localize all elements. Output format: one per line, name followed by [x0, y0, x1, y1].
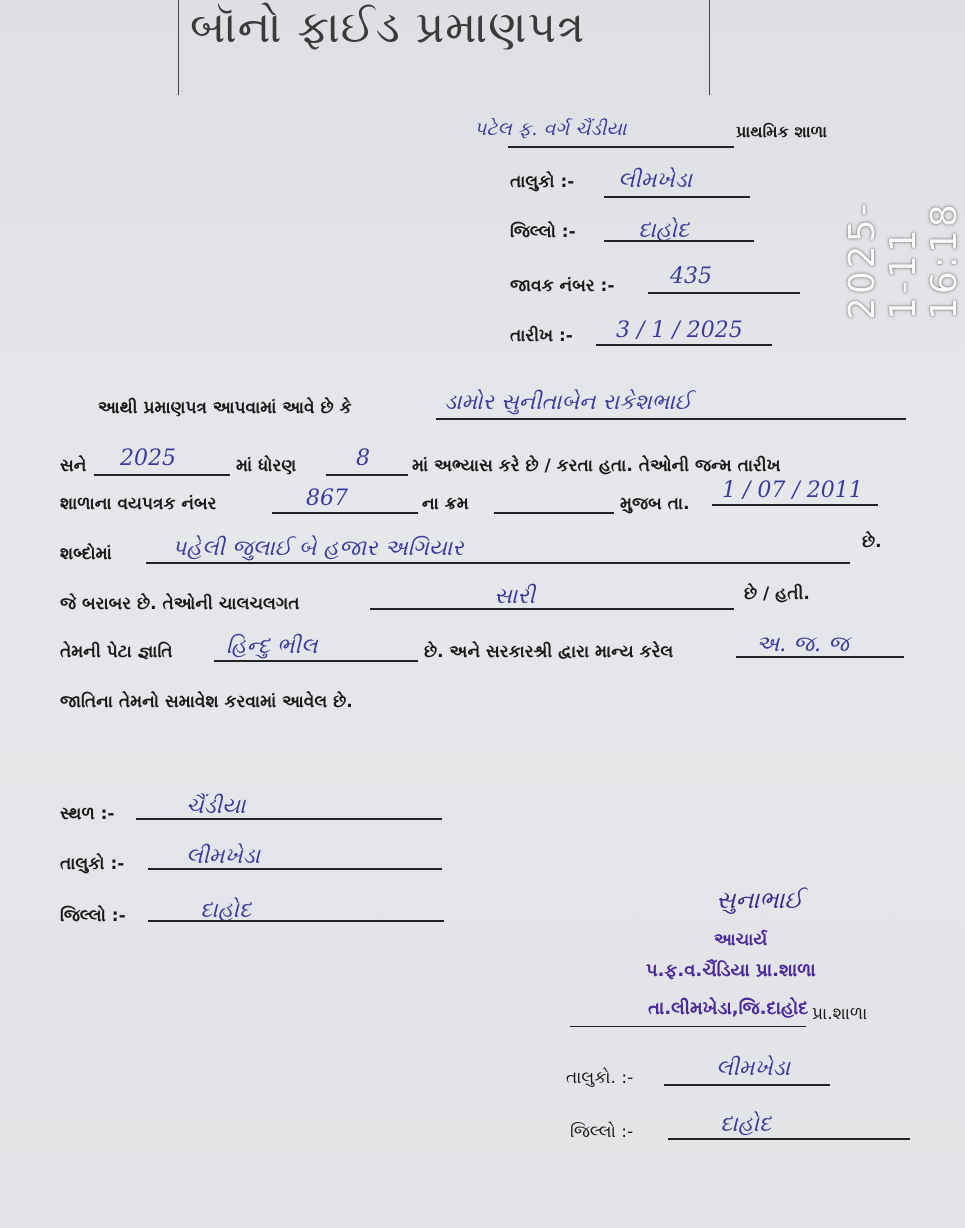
- birthdate-prefix: મુજબ તા.: [620, 494, 690, 514]
- photo-timestamp: [842, 0, 965, 320]
- header-taluka-label: તાલુકો :-: [510, 172, 575, 192]
- header-district-line: [604, 240, 754, 242]
- register-line: [272, 512, 418, 514]
- header-taluka-line: [604, 196, 750, 198]
- place-line: [136, 818, 442, 820]
- principal-signature: સુનાભાઈ: [716, 886, 803, 914]
- serial-line: [494, 512, 614, 514]
- year-value: 2025: [120, 446, 176, 471]
- header-district-value: દાહોદ: [638, 218, 690, 243]
- body-line1-prefix: આથી પ્રમાણપત્ર આપવામાં આવે છે કે: [98, 398, 352, 418]
- birth-date-words: પહેલી જુલાઈ બે હજાર અગિયાર: [172, 536, 464, 561]
- footer-taluka-value: લીમખેડા: [186, 844, 261, 869]
- subcaste-value: હિન્દુ ભીલ: [226, 634, 318, 659]
- subcaste-prefix: તેમની પેટા જ્ઞાતિ: [60, 642, 173, 662]
- category-line: [736, 656, 904, 658]
- register-value: 867: [306, 486, 348, 511]
- school-word: પ્રા.શાળા: [812, 1004, 868, 1024]
- school-name-line: [508, 146, 734, 148]
- footer-right-taluka-line: [664, 1084, 830, 1086]
- date-value: 3 / 1 / 2025: [616, 318, 743, 343]
- header-district-label: જિલ્લો :-: [510, 222, 576, 242]
- school-name: પટેલ ફ. વર્ગ ચૈંડીયા: [474, 118, 627, 140]
- footer-right-district-line: [668, 1138, 910, 1140]
- date-line: [596, 344, 772, 346]
- std-prefix: માં ધોરણ: [236, 456, 297, 476]
- footer-right-district-label: જિલ્લો :-: [570, 1122, 634, 1142]
- footer-taluka-line: [148, 868, 442, 870]
- place-value: ચૈંડીયા: [186, 794, 246, 819]
- year-line: [94, 474, 230, 476]
- signature-line: [570, 1026, 806, 1027]
- category-value: અ. જ. જ: [756, 632, 849, 657]
- line2-suffix: માં અભ્યાસ કરે છે / કરતા હતા. તેઓની જન્મ તારીખ: [412, 456, 781, 476]
- school-suffix: પ્રાથમિક શાળા: [736, 122, 828, 141]
- conduct-suffix: છે / હતી.: [744, 584, 810, 604]
- conduct-prefix: જે બરાબર છે. તેઓની ચાલચલગત: [60, 594, 300, 614]
- conduct-line: [370, 608, 734, 610]
- birth-date-value: 1 / 07 / 2011: [722, 478, 863, 503]
- student-name-line: [436, 418, 906, 420]
- inclusion-text: જાતિના તેમનો સમાવેશ કરવામાં આવેલ છે.: [60, 692, 353, 712]
- student-name: ડામોર સુનીતાબેન રાકેશભાઈ: [444, 390, 692, 415]
- outward-line: [648, 292, 800, 294]
- stamp-school: પ.ફ.વ.ચૈંડિયા પ્રા.શાળા: [646, 960, 816, 981]
- footer-right-taluka-label: તાલુકો. :-: [566, 1068, 634, 1088]
- outward-label: જાવક નંબર :-: [510, 276, 615, 296]
- timestamp-text: 2025-1-11 16:18: [842, 200, 965, 320]
- footer-right-district-value: દાહોદ: [720, 1112, 772, 1137]
- words-line: [146, 562, 850, 564]
- conduct-value: સારી: [494, 584, 535, 609]
- category-prefix: છે. અને સરકારશ્રી દ્વારા માન્ય કરેલ: [424, 642, 674, 662]
- footer-right-taluka-value: લીમખેડા: [716, 1056, 791, 1081]
- birth-date-line: [712, 504, 878, 506]
- register-prefix: શાળાના વયપત્રક નંબર: [60, 494, 217, 514]
- certificate-title: બૉનો ફાઈડ પ્રમાણપત્ર: [190, 2, 586, 53]
- footer-district-value: દાહોદ: [200, 898, 252, 923]
- words-prefix: શબ્દોમાં: [60, 544, 112, 564]
- subcaste-line: [214, 660, 418, 662]
- footer-district-line: [148, 920, 444, 922]
- standard-value: 8: [356, 446, 370, 471]
- year-prefix: સને: [60, 456, 87, 476]
- place-label: સ્થળ :-: [60, 804, 115, 824]
- outward-value: 435: [670, 264, 712, 289]
- footer-taluka-label: તાલુકો :-: [60, 854, 125, 874]
- footer-district-label: જિલ્લો :-: [60, 906, 126, 926]
- stamp-address: તા.લીમખેડા,જિ.દાહોદ: [648, 998, 809, 1019]
- date-label: તારીખ :-: [510, 326, 573, 346]
- header-taluka-value: લીમખેડા: [618, 168, 693, 193]
- stamp-title: આચાર્ય: [714, 930, 768, 950]
- standard-line: [326, 474, 408, 476]
- serial-prefix: ના ક્રમ: [422, 494, 469, 514]
- words-suffix: છે.: [862, 532, 882, 552]
